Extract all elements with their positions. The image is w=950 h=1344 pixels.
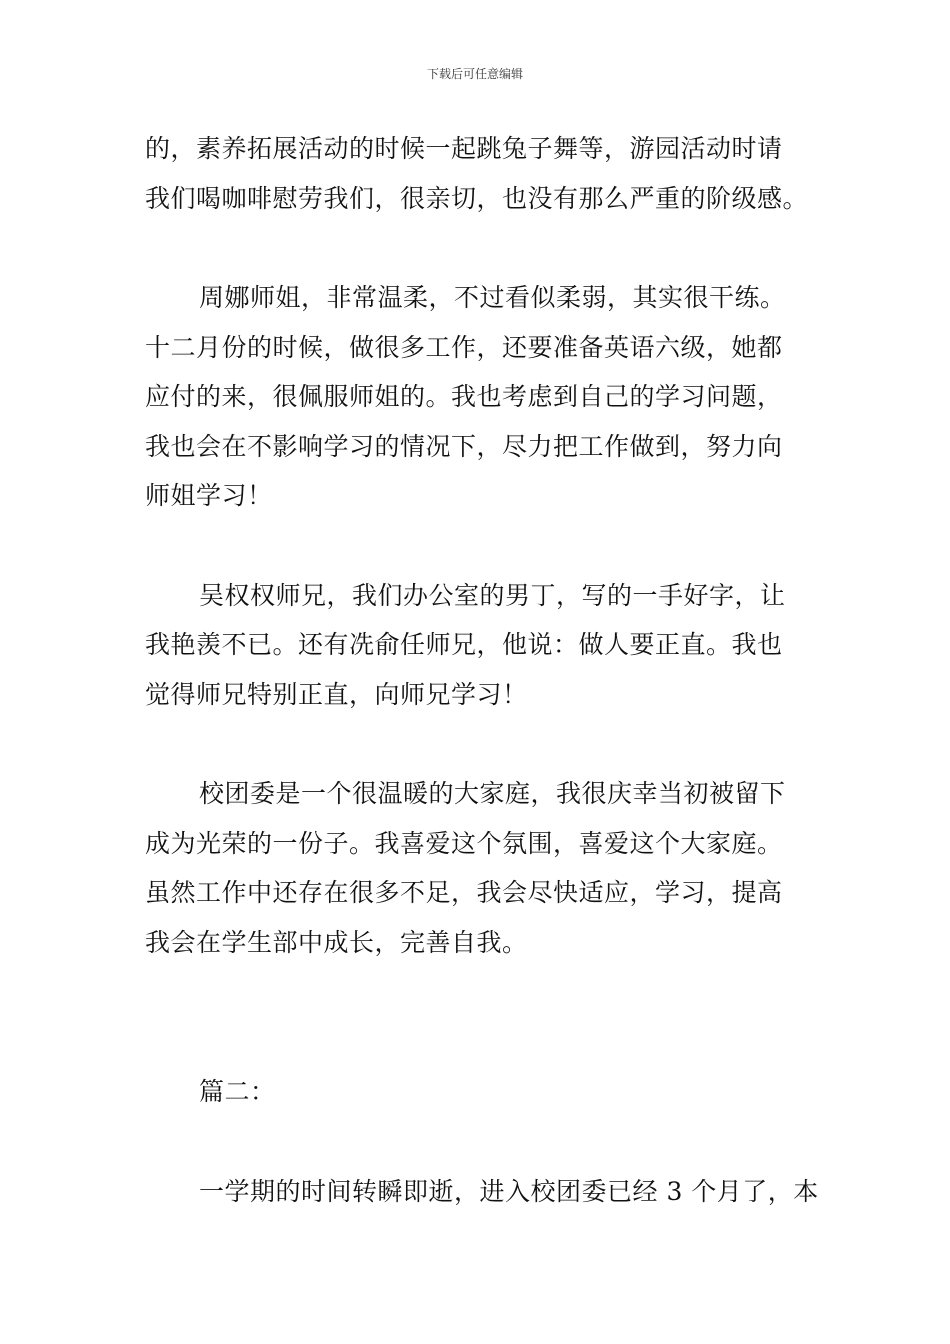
text-line: 虽然工作中还存在很多不足，我会尽快适应，学习，提高: [145, 878, 783, 907]
text-line: 我也会在不影响学习的情况下，尽力把工作做到，努力向: [145, 431, 783, 461]
text-line: 吴权权师兄，我们办公室的男丁，写的一手好字，让: [199, 580, 786, 610]
document-body: [145, 124, 819, 1266]
paragraph-3: [145, 571, 810, 720]
text-line: 我艳羡不已。还有冼俞任师兄，他说：做人要正直。我也: [145, 630, 783, 659]
text-line: 周娜师姐，非常温柔，不过看似柔弱，其实很干练。: [199, 283, 786, 312]
paragraph-4: [145, 769, 810, 967]
text-line: 成为光荣的一份子。我喜爱这个氛围，喜爱这个大家庭。: [145, 828, 783, 858]
paragraph-2: [145, 273, 810, 521]
paragraph-1: [145, 124, 810, 223]
section-title: 篇二：: [199, 1077, 276, 1106]
paragraph-5: [145, 1167, 819, 1217]
text-line: 觉得师兄特别正直，向师兄学习！: [145, 679, 528, 709]
text-line: 师姐学习！: [145, 481, 273, 510]
section-heading: [145, 1067, 810, 1117]
text-line: 校团委是一个很温暖的大家庭，我很庆幸当初被留下: [199, 779, 786, 808]
text-line: 我们喝咖啡慰劳我们，很亲切，也没有那么严重的阶级感。: [145, 183, 809, 213]
page-header: 下载后可任意编辑: [426, 67, 523, 81]
text-line: 我会在学生部中成长，完善自我。: [145, 927, 528, 957]
text-line: 十二月份的时候，做很多工作，还要准备英语六级，她都: [145, 332, 783, 362]
text-line: 一学期的时间转瞬即逝，进入校团委已经 3 个月了，本: [199, 1176, 819, 1206]
text-line: 应付的来，很佩服师姐的。我也考虑到自己的学习问题，: [145, 382, 783, 411]
text-line: 的，素养拓展活动的时候一起跳兔子舞等，游园活动时请: [145, 134, 783, 163]
